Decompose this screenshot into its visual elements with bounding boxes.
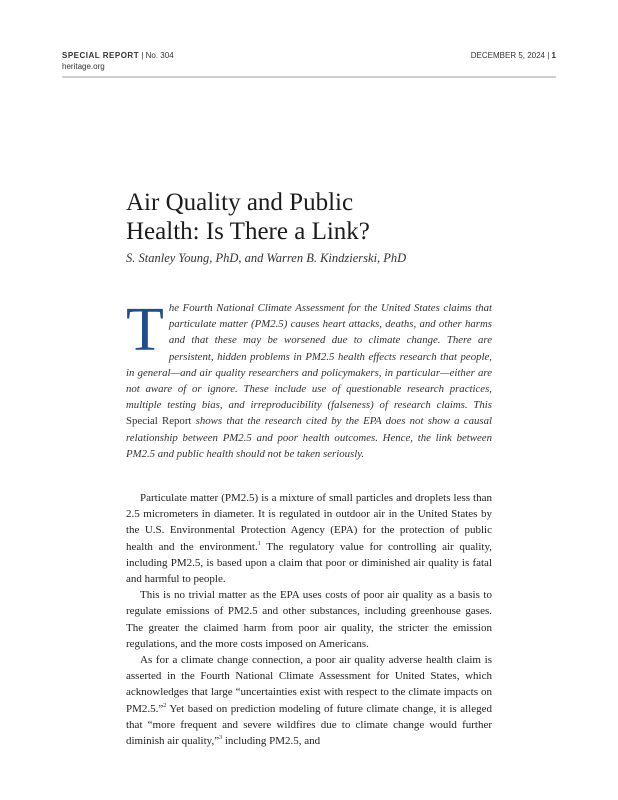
paragraph-1 (126, 490, 492, 587)
header-rule (62, 76, 556, 78)
paragraph-3-text-c: including PM2.5, and (222, 735, 321, 748)
title-line-1: Air Quality and Public (126, 189, 354, 216)
header-separator: | (139, 51, 146, 60)
report-series-label: SPECIAL REPORT (62, 51, 140, 60)
footnote-ref-3[interactable]: 3 (219, 735, 223, 742)
report-series (62, 50, 174, 61)
header-right (471, 50, 556, 61)
paragraph-1-text-b: The regulatory value for controlling air quality, including PM2.5, is based upon a claim that poor or diminished air quality is fatal and harmful to people. (126, 540, 492, 586)
abstract-text-1: he Fourth National Climate Assessment for the United States claims that particulate matter (PM2.5) causes heart attacks, deaths, and other harms and that these may be worsened due to climate change. There are persistent, hidden problems in PM2.5 health effects research that people, in general—and air quality researchers and policymakers, in particular—either are not aware of or ignore. These include use of questionable research practices, multiple testing bias, and irreproducibility (falseness) of research claims. This (126, 302, 492, 412)
site-url[interactable]: heritage.org (62, 62, 105, 71)
title-line-2: Health: Is There a Link? (126, 218, 370, 245)
footnote-ref-2[interactable]: 2 (163, 702, 167, 709)
page-title (126, 188, 506, 246)
author-byline: S. Stanley Young, PhD, and Warren B. Kindzierski, PhD (126, 251, 407, 265)
paragraph-1-text-a: Particulate matter (PM2.5) is a mixture of small particles and droplets less than 2.5 micrometers in diameter. It is regulated in outdoor air in the United States by the U.S. Environmental Protection Agency (EPA) for the protection of public health and the environment. (126, 492, 492, 553)
abstract-text-2: shows that the research cited by the EPA does not show a causal relationship between PM2.5 and poor health outcomes. Hence, the link between PM2.5 and public health should not be taken seriously. (126, 415, 492, 460)
drop-cap: T (126, 296, 164, 364)
paragraph-3-text-b: Yet based on prediction modeling of future climate change, it is alleged that “more frequent and severe wildfires due to climate change would further diminish air quality,” (126, 702, 492, 748)
paragraph-2: This is no trivial matter as the EPA uses costs of poor air quality as a basis to regulate emissions of PM2.5 and other substances, including greenhouse gases. The greater the claimed harm from poor air quality, the stricter the emission regulations, and the more costs imposed on Americans. (126, 589, 492, 650)
abstract (126, 296, 492, 462)
body-text (126, 490, 492, 749)
report-number: No. 304 (145, 51, 174, 60)
abstract-report-name: Special Report (126, 415, 192, 428)
paragraph-3 (126, 652, 492, 749)
paragraph-3-text-a: As for a climate change connection, a poor air quality adverse health claim is asserted in the Fourth National Climate Assessment for United States, which acknowledges that large “uncertainties exist with respect to the climate impacts on PM2.5.” (126, 654, 492, 715)
page-number: 1 (551, 51, 556, 60)
report-date: DECEMBER 5, 2024 (470, 51, 546, 60)
footnote-ref-1[interactable]: 1 (257, 540, 261, 547)
page-separator: | (545, 51, 552, 60)
header-left (62, 50, 174, 72)
